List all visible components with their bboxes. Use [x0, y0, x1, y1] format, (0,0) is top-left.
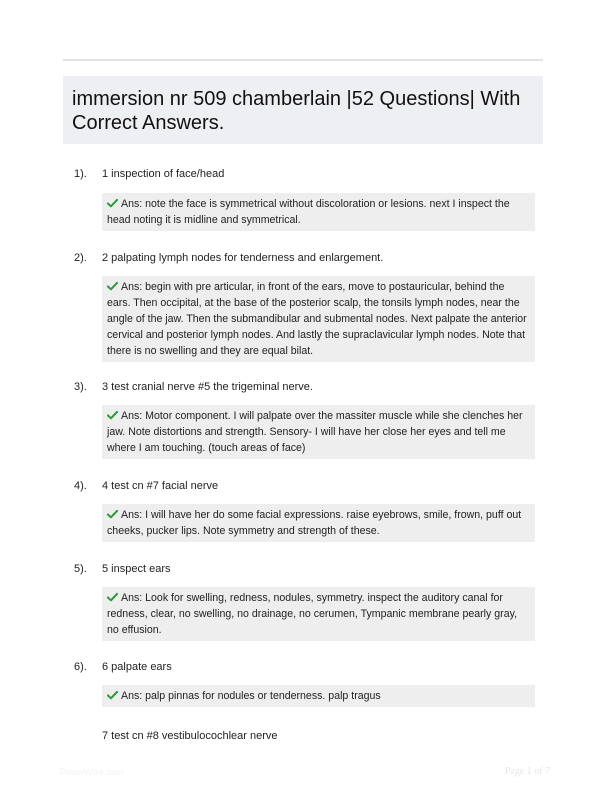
answer-text: Ans: note the face is symmetrical without discoloration or lesions. next I inspect the head noting it is midline and symmetrical.	[107, 198, 510, 226]
answer-box	[102, 685, 535, 707]
document-title: immersion nr 509 chamberlain |52 Questions| With Correct Answers.	[72, 88, 521, 134]
check-icon	[107, 690, 118, 700]
answer-text: Ans: palp pinnas for nodules or tenderness. palp tragus	[121, 690, 381, 702]
answer-text: Ans: begin with pre articular, in front of the ears, move to postauricular, behind the ears. Then occipital, at the base of the posterior scalp, the tonsils lymph nodes, near the angle of the jaw. Then the submandibular and submental nodes. Next palpate the anterior cervical and posterior lymph nodes. And lastly the supraclavicular lymph nodes. Note that there is no swelling and they are equal bilat.	[107, 281, 527, 357]
question-text: 2 palpating lymph nodes for tenderness and enlargement.	[102, 252, 384, 264]
check-icon	[107, 281, 118, 291]
question-text: 1 inspection of face/head	[102, 168, 225, 180]
question-text: 7 test cn #8 vestibulocochlear nerve	[102, 730, 278, 742]
answer-box	[102, 587, 535, 641]
question-number: 4).	[74, 480, 87, 492]
question-number: 6).	[74, 661, 87, 673]
answer-box	[102, 276, 535, 362]
question-number: 5).	[74, 563, 87, 575]
check-icon	[107, 198, 118, 208]
answer-box	[102, 405, 535, 459]
answer-text: Ans: Look for swelling, redness, nodules, symmetry. inspect the auditory canal for redness, clear, no swelling, no drainage, no cerumen, Tympanic membrane pearly gray, no effusion.	[107, 592, 518, 636]
answer-text: Ans: I will have her do some facial expressions. raise eyebrows, smile, frown, puff out cheeks, pucker lips. Note symmetry and strength of these.	[107, 509, 522, 537]
question-number: 3).	[74, 381, 87, 393]
top-divider	[63, 59, 543, 61]
question-text: 6 palpate ears	[102, 661, 172, 673]
check-icon	[107, 592, 118, 602]
check-icon	[107, 410, 118, 420]
question-number: 1).	[74, 168, 87, 180]
footer-watermark: PaperWise.com	[60, 767, 124, 777]
answer-text: Ans: Motor component. I will palpate over the massiter muscle while she clenches her jaw. Note distortions and strength. Sensory- I will have her close her eyes and tell me where I am touching. (touch areas of face)	[107, 410, 523, 454]
question-number: 2).	[74, 252, 87, 264]
answer-box	[102, 193, 535, 231]
question-text: 5 inspect ears	[102, 563, 171, 575]
check-icon	[107, 509, 118, 519]
question-text: 4 test cn #7 facial nerve	[102, 480, 219, 492]
page-number: Page 1 of 7	[504, 766, 550, 777]
title-banner	[63, 76, 543, 144]
answer-box	[102, 504, 535, 542]
question-text: 3 test cranial nerve #5 the trigeminal nerve.	[102, 381, 313, 393]
